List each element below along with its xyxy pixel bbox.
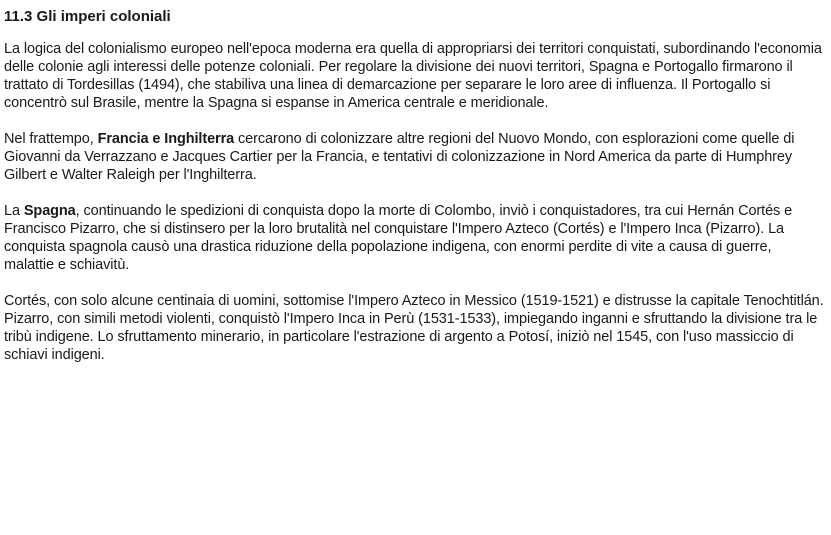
paragraph-text: , continuando le spedizioni di conquista dopo la morte di Colombo, inviò i conquistadores, tra cui Hernán Cortés e Francisco Pizarro, che si distinsero per la loro brutalità nel conquistare l'Impero Azteco (Cortés) e l'Impero Inca (Pizarro). La conquista spagnola causò una drastica riduzione della popolazione indigena, con enormi perdite di vite a causa di guerre, malattie e schiavitù. — [4, 203, 793, 273]
paragraph-text: La — [4, 203, 24, 219]
paragraph-tordesillas: La logica del colonialismo europeo nell'epoca moderna era quella di appropriarsi dei territori conquistati, subordinando l'economia delle colonie agli interessi delle potenze coloniali. Per regolare la divisione dei nuovi territori, Spagna e Portogallo firmarono il trattato di Tordesillas (1494), che stabiliva una linea di demarcazione per separare le loro aree di influenza. Il Portogallo si concentrò sul Brasile, mentre la Spagna si espanse in America centrale e meridionale. — [4, 41, 822, 111]
bold-term-francia-inghilterra: Francia e Inghilterra — [97, 131, 235, 147]
paragraph-text: cercarono di colonizzare altre regioni del Nuovo Mondo, con esplorazioni come quelle di Giovanni da Verrazzano e Jacques Cartier per la Francia, e tentativi di colonizzazione in Nord America da parte di Humphrey Gilbert e Walter Raleigh per l'Inghilterra. — [4, 131, 795, 183]
paragraph-text: Nel frattempo, — [4, 131, 98, 147]
document-page — [4, 8, 824, 382]
bold-term-spagna: Spagna — [23, 203, 76, 219]
section-heading: 11.3 Gli imperi coloniali — [4, 8, 171, 25]
paragraph-francia-inghilterra — [4, 130, 824, 184]
paragraph-spagna — [4, 202, 824, 274]
paragraph-cortes-pizarro: Cortés, con solo alcune centinaia di uomini, sottomise l'Impero Azteco in Messico (1519-1521) e distrusse la capitale Tenochtitlán. Pizarro, con simili metodi violenti, conquistò l'Impero Inca in Perù (1531-1533), impiegando inganni e sfruttando la divisione tra le tribù indigene. Lo sfruttamento minerario, in particolare l'estrazione di argento a Potosí, iniziò nel 1545, con l'uso massiccio di schiavi indigeni. — [4, 293, 824, 363]
